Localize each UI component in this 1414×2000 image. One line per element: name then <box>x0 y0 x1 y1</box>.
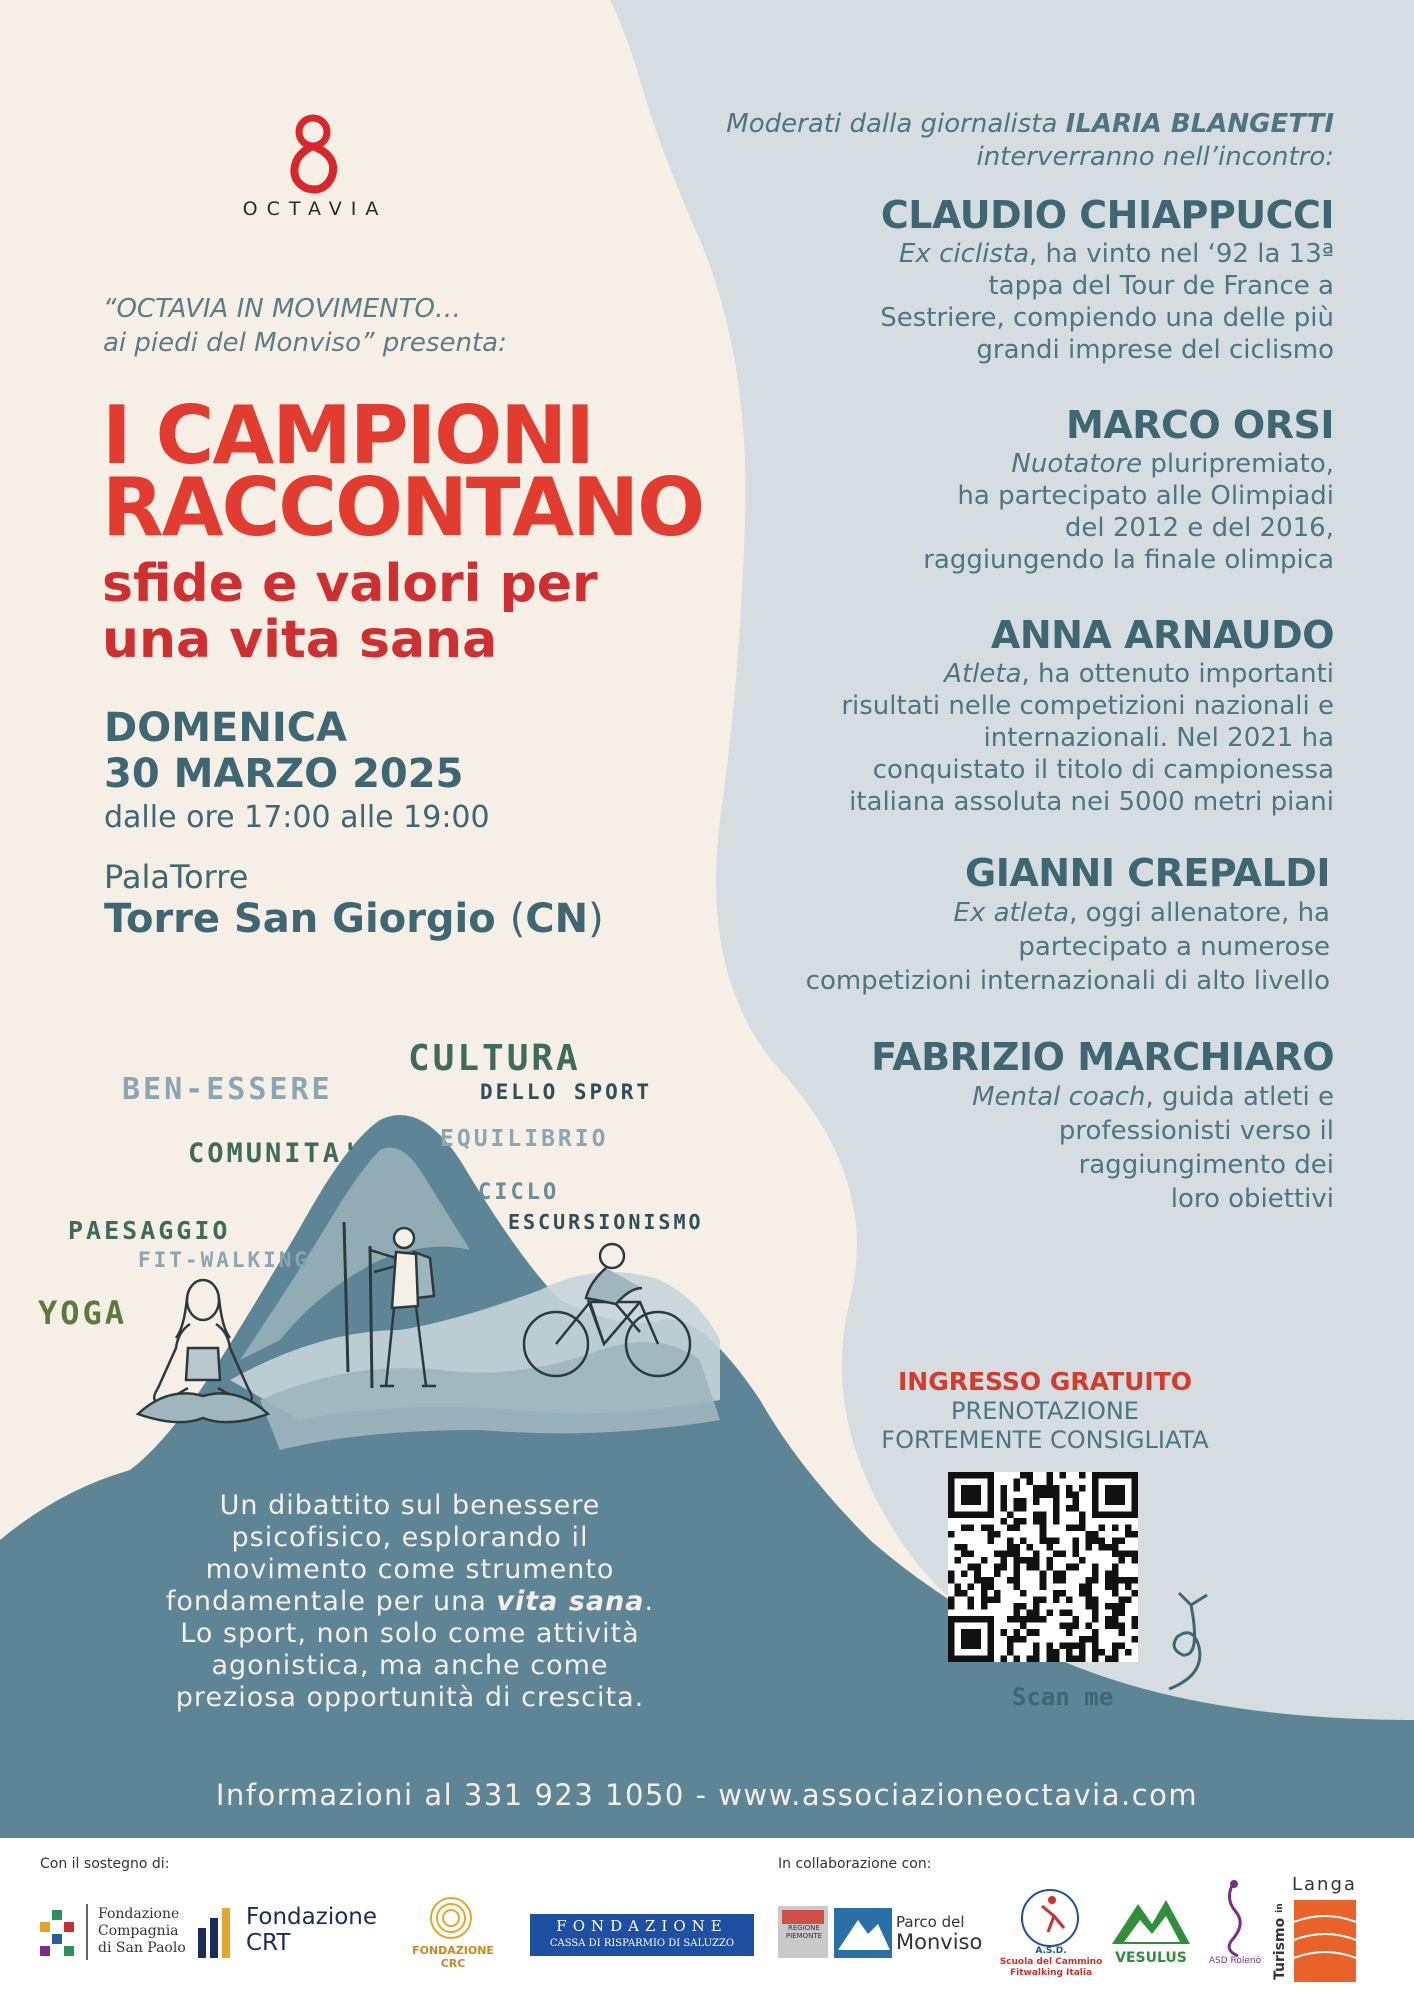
monviso-logo-icon <box>834 1908 892 1958</box>
word-ben-essere: BEN-ESSERE <box>122 1072 333 1107</box>
speaker-name: CLAUDIO CHIAPPUCCI <box>880 193 1334 237</box>
partner-line: REGIONE <box>788 1924 820 1932</box>
langa-label: Langa <box>1292 1874 1357 1895</box>
bio-line: loro obiettivi <box>1170 1184 1334 1214</box>
fitwalking-logo-text <box>996 1946 1106 1979</box>
description-line: psicofisico, esplorando il <box>231 1522 589 1553</box>
bio-line: Sestriere, compiendo una delle più <box>880 303 1334 333</box>
saluzzo-logo <box>530 1914 754 1956</box>
moderator-text <box>634 108 1334 174</box>
event-city-name: Torre San Giorgio <box>104 896 496 942</box>
sponsor-line: FONDAZIONE <box>556 1917 728 1935</box>
partner-line: PIEMONTE <box>785 1932 823 1940</box>
bio-line: , ha vinto nel ‘92 la 13ª <box>1029 239 1334 269</box>
crc-logo-icon <box>424 1896 478 1940</box>
partner-line: A.S.D. <box>1035 1946 1067 1956</box>
event-hours: dalle ore 17:00 alle 19:00 <box>104 800 490 835</box>
description-line: fondamentale per una <box>165 1586 497 1617</box>
speaker-claudio-chiappucci <box>634 192 1334 366</box>
event-date: 30 MARZO 2025 <box>104 751 464 797</box>
vesulus-logo-text: VESULUS <box>1115 1950 1187 1966</box>
monviso-logo-text <box>896 1912 982 1952</box>
description-line: preziosa opportunità di crescita. <box>175 1682 645 1713</box>
speaker-role: Ex ciclista <box>898 239 1029 269</box>
bio-line: del 2012 e del 2016, <box>1064 513 1334 543</box>
word-yoga: YOGA <box>38 1294 128 1332</box>
sponsor-line: CASSA DI RISPARMIO DI SALUZZO <box>549 1938 735 1949</box>
partner-line: in <box>1275 1903 1285 1913</box>
event-venue: PalaTorre <box>104 858 249 896</box>
divider <box>86 1904 88 1960</box>
scan-me-label: Scan me <box>1012 1683 1114 1711</box>
vesulus-logo-icon <box>1110 1894 1192 1946</box>
partner-line: Scuola del Cammino <box>999 1957 1103 1967</box>
title-line-1: I CAMPIONI <box>102 389 593 482</box>
speaker-role: Ex atleta <box>953 898 1070 928</box>
sponsor-line: CRT <box>246 1930 291 1956</box>
description-line: Lo sport, non solo come attività <box>180 1618 640 1649</box>
bio-line: , ha ottenuto importanti <box>1021 659 1334 689</box>
speaker-name: ANNA ARNAUDO <box>990 613 1334 657</box>
moderator-line-2: interverranno nell’incontro: <box>976 142 1334 172</box>
bio-line: partecipato a numerose <box>1018 932 1330 962</box>
speaker-fabrizio-marchiaro <box>614 1034 1334 1216</box>
word-escursionismo: ESCURSIONISMO <box>508 1210 704 1234</box>
yoga-figure-icon <box>118 1268 288 1438</box>
event-day: DOMENICA <box>104 705 348 751</box>
description-period: . <box>644 1586 655 1617</box>
partner-line: Monviso <box>896 1930 983 1954</box>
crt-logo-icon <box>198 1908 240 1958</box>
partner-line: Turismo <box>1272 1917 1288 1980</box>
collab-label: In collaborazione con: <box>778 1856 932 1872</box>
speaker-name: MARCO ORSI <box>1066 403 1334 447</box>
speaker-name: GIANNI CREPALDI <box>965 851 1330 895</box>
partner-line: Parco del <box>896 1913 965 1931</box>
speaker-bio <box>634 448 1334 576</box>
speaker-anna-arnaudo <box>614 612 1334 818</box>
word-cultura: CULTURA <box>408 1038 581 1079</box>
regione-piemonte-text <box>780 1924 828 1940</box>
bio-line: pluripremiato, <box>1142 449 1334 479</box>
word-equilibrio: EQUILIBRIO <box>440 1126 609 1152</box>
speaker-role: Nuotatore <box>1011 449 1143 479</box>
subtitle-line-2: una vita sana <box>102 610 498 670</box>
title-line-2: RACCONTANO <box>102 461 704 554</box>
arrow-icon <box>1155 1585 1215 1695</box>
word-comunita: COMUNITA' <box>188 1138 362 1169</box>
langa-logo-icon <box>1294 1900 1356 1982</box>
sponsor-line: di San Paolo <box>98 1940 186 1956</box>
sanpaolo-logo-icon <box>40 1910 74 1956</box>
event-province: CN <box>525 896 589 942</box>
octavia-logo-icon <box>268 104 358 194</box>
octavia-logo-text: OCTAVIA <box>242 198 388 220</box>
description-emphasis: vita sana <box>496 1586 645 1617</box>
crt-logo-text <box>246 1904 377 1956</box>
presenta-text <box>103 292 663 360</box>
speaker-bio <box>614 658 1334 818</box>
description-line: Un dibattito sul benessere <box>219 1490 601 1521</box>
free-entry-text: INGRESSO GRATUITO <box>897 1367 1193 1396</box>
booking-line-2: FORTEMENTE CONSIGLIATA <box>881 1426 1209 1454</box>
speaker-bio <box>610 896 1330 998</box>
moderator-name: ILARIA BLANGETTI <box>1065 109 1334 139</box>
bio-line: tappa del Tour de France a <box>988 271 1334 301</box>
turismo-label <box>1272 1890 1292 1980</box>
partner-line: Fitwalking Italia <box>1009 1968 1093 1978</box>
support-label: Con il sostegno di: <box>40 1856 170 1872</box>
speaker-role: Atleta <box>944 659 1022 689</box>
bio-line: italiana assoluta nei 5000 metri piani <box>849 787 1334 817</box>
description-line: movimento come strumento <box>205 1554 615 1585</box>
fitwalking-logo-icon <box>1008 1886 1092 1948</box>
hiker-figure-icon <box>330 1222 450 1388</box>
bio-line: raggiungimento dei <box>1078 1150 1334 1180</box>
crc-logo-text: FONDAZIONE CRC <box>412 1944 494 1970</box>
bio-line: conquistato il titolo di campionessa <box>872 755 1334 785</box>
moderator-prefix: Moderati dalla giornalista <box>726 109 1058 139</box>
speaker-bio <box>614 1080 1334 1216</box>
bio-line: competizioni internazionali di alto livello <box>805 966 1330 996</box>
booking-recommendation <box>820 1397 1270 1455</box>
word-dello-sport: DELLO SPORT <box>480 1080 653 1104</box>
contact-info: Informazioni al 331 923 1050 - www.associazioneoctavia.com <box>215 1778 1199 1812</box>
speaker-name: FABRIZIO MARCHIARO <box>871 1035 1334 1079</box>
presenta-line-2: ai piedi del Monviso” presenta: <box>103 328 507 358</box>
speaker-gianni-crepaldi <box>610 850 1330 998</box>
event-description <box>120 1490 700 1714</box>
sponsor-line: Compagnia <box>98 1923 179 1939</box>
presenta-line-1: “OCTAVIA IN MOVIMENTO… <box>103 294 461 324</box>
qr-code[interactable] <box>948 1472 1138 1662</box>
description-line: agonistica, ma anche come <box>211 1650 609 1681</box>
sponsor-line: Fondazione <box>98 1906 180 1922</box>
asd-roleno-logo-text: ASD Rolenò <box>1208 1956 1262 1966</box>
cyclist-figure-icon <box>520 1232 694 1382</box>
speaker-bio <box>634 238 1334 366</box>
sponsor-line: Fondazione <box>246 1904 378 1930</box>
speaker-marco-orsi <box>634 402 1334 576</box>
word-paesaggio: PAESAGGIO <box>68 1216 231 1245</box>
bio-line: professionisti verso il <box>1058 1116 1334 1146</box>
word-ciclo: CICLO <box>478 1180 560 1205</box>
asd-roleno-logo-icon <box>1210 1878 1258 1958</box>
bio-line: grandi imprese del ciclismo <box>976 335 1334 365</box>
sponsor-footer <box>0 1838 1414 2000</box>
sanpaolo-logo-text <box>98 1906 186 1957</box>
bio-line: , oggi allenatore, ha <box>1069 898 1330 928</box>
word-fit-walking: FIT-WALKING <box>138 1248 311 1272</box>
subtitle-line-1: sfide e valori per <box>102 554 598 614</box>
bio-line: , guida atleti e <box>1145 1082 1334 1112</box>
event-city: Torre San Giorgio (CN) <box>104 896 604 942</box>
bio-line: risultati nelle competizioni nazionali e <box>841 691 1334 721</box>
bio-line: internazionali. Nel 2021 ha <box>983 723 1334 753</box>
booking-line-1: PRENOTAZIONE <box>951 1397 1139 1425</box>
speaker-role: Mental coach <box>972 1082 1146 1112</box>
main-title <box>102 389 722 554</box>
bio-line: raggiungendo la finale olimpica <box>923 545 1334 575</box>
bio-line: ha partecipato alle Olimpiadi <box>957 481 1334 511</box>
